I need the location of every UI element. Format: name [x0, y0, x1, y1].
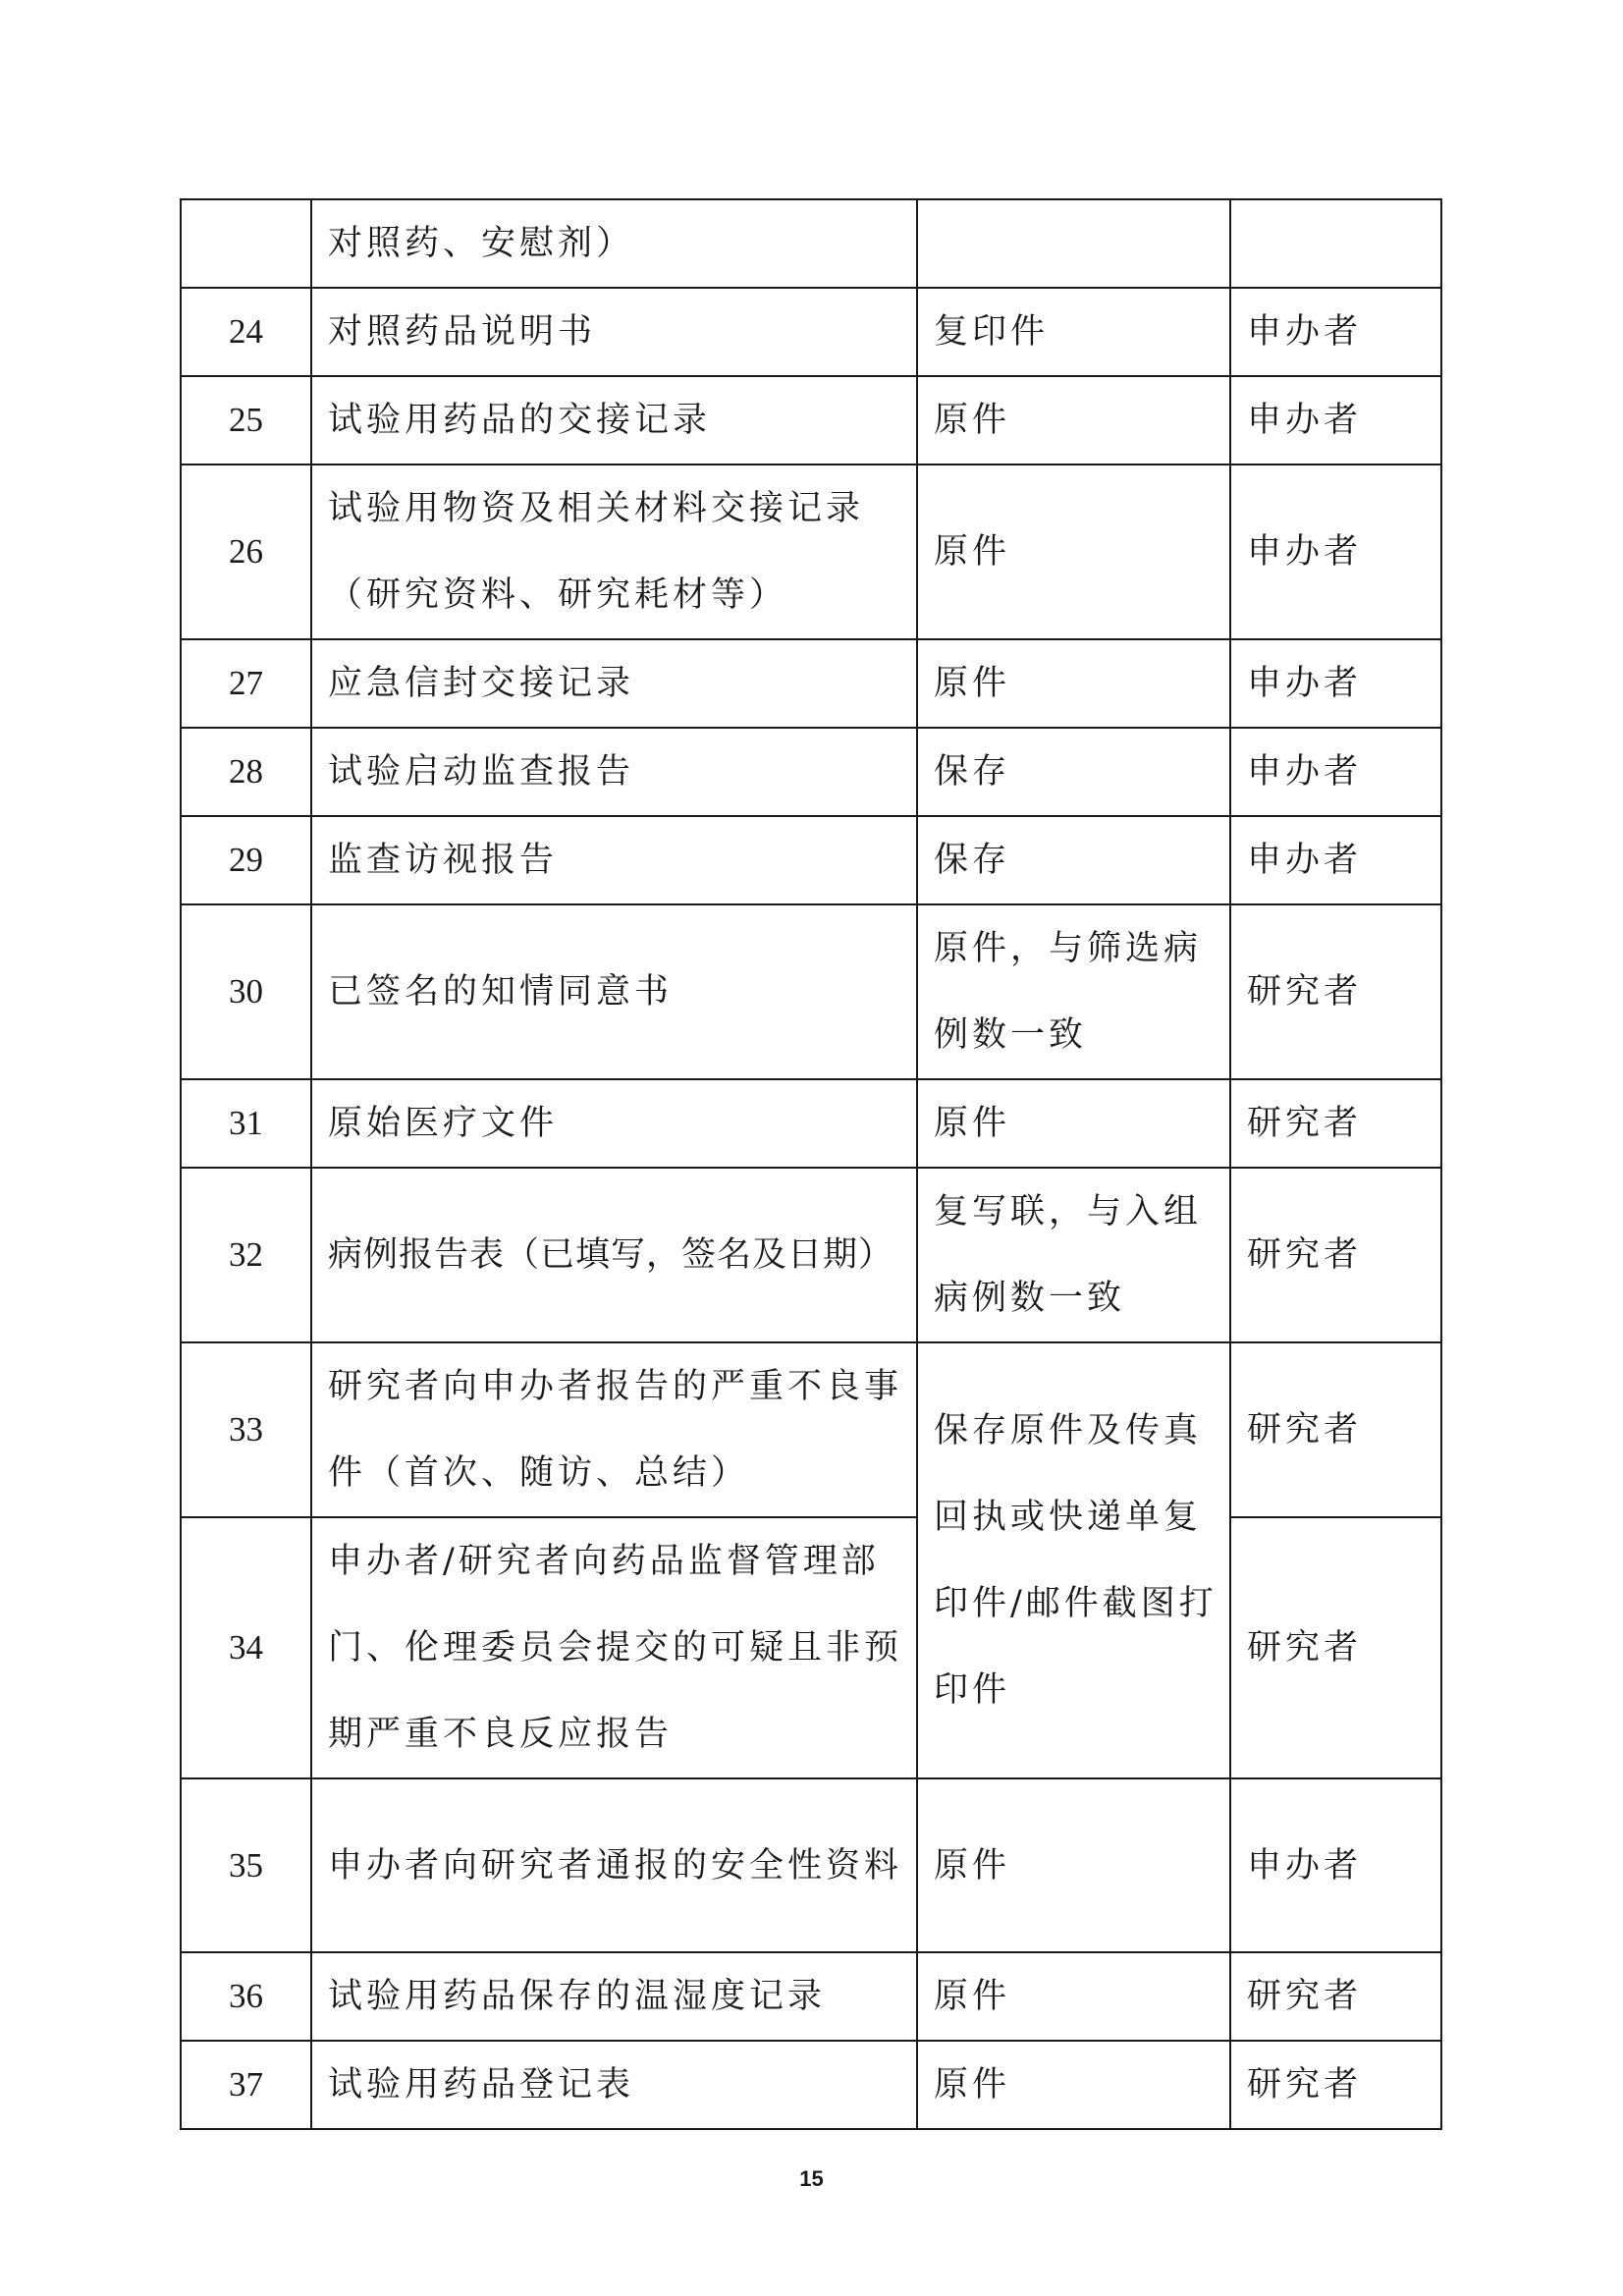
- table-row: [181, 904, 1441, 1079]
- document-table: [180, 198, 1442, 2130]
- document-form: 原件: [917, 639, 1230, 728]
- responsible-party: 研究者: [1230, 1952, 1441, 2041]
- document-form: 复写联，与入组病例数一致: [917, 1168, 1230, 1342]
- table-row: [181, 199, 1441, 288]
- document-form: 复印件: [917, 288, 1230, 376]
- table-row: [181, 288, 1441, 376]
- table-row: [181, 639, 1441, 728]
- table-row: [181, 1168, 1441, 1342]
- document-form: 原件: [917, 1952, 1230, 2041]
- responsible-party: 研究者: [1230, 904, 1441, 1079]
- responsible-party: 申办者: [1230, 288, 1441, 376]
- document-name: 试验用药品登记表: [311, 2041, 917, 2129]
- row-number: [181, 199, 311, 288]
- responsible-party: 研究者: [1230, 1342, 1441, 1517]
- document-name: 试验用物资及相关材料交接记录（研究资料、研究耗材等）: [311, 465, 917, 639]
- document-form: 原件: [917, 1778, 1230, 1952]
- responsible-party: 申办者: [1230, 376, 1441, 465]
- page-number: 15: [799, 2166, 824, 2191]
- row-number: 24: [181, 288, 311, 376]
- document-form: [917, 199, 1230, 288]
- row-number: 35: [181, 1778, 311, 1952]
- document-name: 申办者/研究者向药品监督管理部门、伦理委员会提交的可疑且非预期严重不良反应报告: [311, 1517, 917, 1778]
- document-form: 保存: [917, 816, 1230, 904]
- document-name: 对照药、安慰剂）: [311, 199, 917, 288]
- table-row: [181, 2041, 1441, 2129]
- table-row: [181, 465, 1441, 639]
- table-row: [181, 728, 1441, 816]
- row-number: 31: [181, 1079, 311, 1168]
- row-number: 30: [181, 904, 311, 1079]
- document-name: 申办者向研究者通报的安全性资料: [311, 1778, 917, 1952]
- row-number: 37: [181, 2041, 311, 2129]
- document-form: 保存: [917, 728, 1230, 816]
- row-number: 25: [181, 376, 311, 465]
- row-number: 36: [181, 1952, 311, 2041]
- responsible-party: 申办者: [1230, 728, 1441, 816]
- row-number: 32: [181, 1168, 311, 1342]
- responsible-party: 研究者: [1230, 2041, 1441, 2129]
- responsible-party: 研究者: [1230, 1079, 1441, 1168]
- document-name: 应急信封交接记录: [311, 639, 917, 728]
- document-name: 试验启动监查报告: [311, 728, 917, 816]
- document-name: 对照药品说明书: [311, 288, 917, 376]
- row-number: 28: [181, 728, 311, 816]
- row-number: 34: [181, 1517, 311, 1778]
- document-form: 原件: [917, 1079, 1230, 1168]
- document-name: 病例报告表（已填写，签名及日期）: [311, 1168, 917, 1342]
- responsible-party: 申办者: [1230, 639, 1441, 728]
- table-row: [181, 1952, 1441, 2041]
- document-name: 研究者向申办者报告的严重不良事件（首次、随访、总结）: [311, 1342, 917, 1517]
- table-row: [181, 1517, 1441, 1778]
- responsible-party: 研究者: [1230, 1168, 1441, 1342]
- table-row: [181, 376, 1441, 465]
- responsible-party: 申办者: [1230, 816, 1441, 904]
- row-number: 29: [181, 816, 311, 904]
- row-number: 33: [181, 1342, 311, 1517]
- responsible-party: 申办者: [1230, 465, 1441, 639]
- document-form: 原件: [917, 465, 1230, 639]
- table-row: [181, 1079, 1441, 1168]
- document-form: 原件: [917, 376, 1230, 465]
- responsible-party: [1230, 199, 1441, 288]
- document-form: 原件: [917, 2041, 1230, 2129]
- document-name: 试验用药品的交接记录: [311, 376, 917, 465]
- document-name: 监查访视报告: [311, 816, 917, 904]
- table-row: [181, 1342, 1441, 1517]
- responsible-party: 研究者: [1230, 1517, 1441, 1778]
- document-form: 原件，与筛选病例数一致: [917, 904, 1230, 1079]
- document-form: 保存原件及传真回执或快递单复印件/邮件截图打印件: [917, 1342, 1230, 1778]
- row-number: 26: [181, 465, 311, 639]
- document-name: 试验用药品保存的温湿度记录: [311, 1952, 917, 2041]
- row-number: 27: [181, 639, 311, 728]
- responsible-party: 申办者: [1230, 1778, 1441, 1952]
- table-row: [181, 1778, 1441, 1952]
- document-name: 原始医疗文件: [311, 1079, 917, 1168]
- document-name: 已签名的知情同意书: [311, 904, 917, 1079]
- table-row: [181, 816, 1441, 904]
